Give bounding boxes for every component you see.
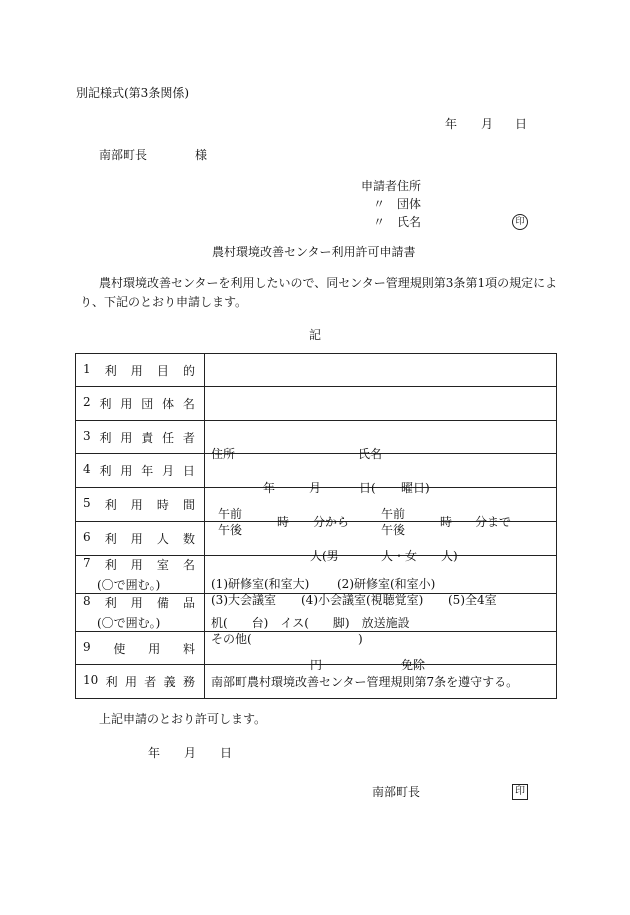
row-label-char: 団 xyxy=(141,397,154,411)
row-label-char: 利 xyxy=(104,498,117,512)
row-label-char: 用 xyxy=(130,363,143,378)
applicant-seal-icon: 印 xyxy=(512,214,528,230)
room-option-4[interactable]: (4)小会議室(視聴覚室) xyxy=(301,592,424,607)
table-row xyxy=(76,421,557,454)
usage-time-field[interactable] xyxy=(205,488,557,537)
people-male-label: 人(男 xyxy=(310,548,339,563)
group-name-field[interactable] xyxy=(205,387,557,421)
signer-label: 南部町長 xyxy=(372,785,421,799)
day-label: 日( xyxy=(359,480,376,495)
user-obligation-field xyxy=(205,665,557,699)
row-label-char: 任 xyxy=(162,430,175,445)
year-label: 年 xyxy=(263,480,276,495)
applicant-address-label: 申請者住所 xyxy=(361,179,422,193)
ki-heading: 記 xyxy=(309,328,322,342)
approval-day: 日 xyxy=(220,746,233,760)
ditto-mark: 〃 xyxy=(373,215,386,229)
row-label-char: 名 xyxy=(182,558,195,572)
row-label-char: 者 xyxy=(144,675,157,689)
row-label-char: 体 xyxy=(162,397,175,411)
equipment-other-close: ) xyxy=(358,631,363,646)
body-text-line2: り、下記のとおり申請します。 xyxy=(80,295,248,309)
date-month: 月 xyxy=(481,117,494,131)
yen-label: 円 xyxy=(310,658,323,672)
row-label xyxy=(76,488,205,522)
row-number: 10 xyxy=(83,673,99,687)
row-label-char: 者 xyxy=(182,430,195,445)
row-label-char: 年 xyxy=(141,464,154,478)
address-label: 住所 xyxy=(211,447,236,461)
row-label-char: 間 xyxy=(182,498,195,512)
row-label-note: (〇で囲む。) xyxy=(97,578,161,592)
people-female-label: 人・女 xyxy=(381,548,418,563)
row-label xyxy=(76,387,205,421)
approval-text: 上記申請のとおり許可します。 xyxy=(99,712,267,726)
usage-purpose-field[interactable] xyxy=(205,354,557,387)
pm-label: 午後 xyxy=(381,522,406,537)
row-label-char: 用 xyxy=(120,464,133,478)
row-label-char: 料 xyxy=(182,641,195,656)
row-number: 3 xyxy=(83,428,91,443)
usage-fee-field[interactable] xyxy=(205,632,557,672)
row-number: 1 xyxy=(83,361,91,376)
responsible-person-field[interactable] xyxy=(205,421,557,461)
table-row xyxy=(76,454,557,488)
row-label xyxy=(76,522,205,556)
row-label-char: 用 xyxy=(120,397,133,411)
row-label-char: 責 xyxy=(141,430,154,445)
form-label: 別記様式(第3条関係) xyxy=(76,86,189,100)
month-label: 月 xyxy=(309,480,322,495)
table-row xyxy=(76,632,557,665)
row-number: 5 xyxy=(83,496,91,510)
row-label-char: 的 xyxy=(182,363,195,378)
row-label-char: 用 xyxy=(124,675,137,689)
row-number: 6 xyxy=(83,530,91,544)
row-label-note: (〇で囲む。) xyxy=(97,616,161,630)
row-label-char: 名 xyxy=(182,397,195,411)
room-option-1[interactable]: (1)研修室(和室大) xyxy=(211,576,310,591)
date-day: 日 xyxy=(515,117,528,131)
row-label-char: 数 xyxy=(182,532,195,546)
row-label-char: 室 xyxy=(156,558,169,572)
row-label-char: 務 xyxy=(182,675,195,689)
approval-year: 年 xyxy=(148,746,161,760)
row-label-char: 利 xyxy=(99,430,112,445)
row-label xyxy=(76,454,205,488)
room-option-2[interactable]: (2)研修室(和室小) xyxy=(337,576,436,591)
row-label-char: 利 xyxy=(99,464,112,478)
row-number: 9 xyxy=(83,639,91,654)
row-label-char: 利 xyxy=(99,397,112,411)
row-label-char: 用 xyxy=(130,532,143,546)
table-row xyxy=(76,387,557,421)
ditto-mark: 〃 xyxy=(373,197,386,211)
addressee-honorific: 様 xyxy=(195,148,208,162)
date-year: 年 xyxy=(445,117,458,131)
am-label: 午前 xyxy=(218,506,243,521)
row-label xyxy=(76,665,205,699)
applicant-group-label: 団体 xyxy=(397,197,422,211)
addressee: 南部町長 xyxy=(99,148,148,162)
hour-label: 時 xyxy=(440,514,453,529)
row-label xyxy=(76,594,205,632)
row-label-char: 備 xyxy=(156,596,169,610)
row-label-char: 日 xyxy=(182,464,195,478)
row-label-char: 用 xyxy=(148,641,161,656)
row-label-char: 時 xyxy=(156,498,169,512)
room-option-3[interactable]: (3)大会議室 xyxy=(211,592,276,607)
row-label-char: 月 xyxy=(162,464,175,478)
row-label-char: 用 xyxy=(130,498,143,512)
row-label-char: 用 xyxy=(130,558,143,572)
row-label-char: 利 xyxy=(105,675,118,689)
row-label-char: 義 xyxy=(163,675,176,689)
row-label xyxy=(76,354,205,387)
row-number: 7 xyxy=(83,556,91,570)
room-option-5[interactable]: (5)全4室 xyxy=(448,592,497,607)
obligation-text: 南部町農村環境改善センター管理規則第7条を遵守する。 xyxy=(211,675,519,689)
row-label-char: 利 xyxy=(104,363,117,378)
approval-month: 月 xyxy=(184,746,197,760)
row-label-char: 使 xyxy=(113,641,126,656)
body-text-line1: 農村環境改善センターを利用したいので、同センター管理規則第3条第1項の規定によ xyxy=(99,276,558,290)
row-label-char: 利 xyxy=(104,558,117,572)
am-label: 午前 xyxy=(381,506,406,521)
exempt-label: 免除 xyxy=(401,658,426,672)
row-label-char: 人 xyxy=(156,532,169,546)
row-label-char: 目 xyxy=(156,363,169,378)
row-number: 2 xyxy=(83,395,91,409)
row-number: 4 xyxy=(83,462,91,476)
applicant-name-label: 氏名 xyxy=(397,215,422,229)
equipment-other: その他( xyxy=(211,631,252,646)
from-label: 分から xyxy=(313,514,350,529)
row-number: 8 xyxy=(83,594,91,608)
equipment-line1: 机( 台) イス( 脚) 放送施設 xyxy=(211,615,410,630)
people-close-label: 人) xyxy=(441,548,458,563)
row-label-char: 品 xyxy=(182,596,195,610)
application-table xyxy=(75,353,557,699)
pm-label: 午後 xyxy=(218,522,243,537)
until-label: 分まで xyxy=(475,514,512,529)
row-label-char: 用 xyxy=(130,596,143,610)
row-label-char: 用 xyxy=(120,430,133,445)
row-label xyxy=(76,556,205,594)
weekday-label: 曜日) xyxy=(401,480,430,495)
row-label xyxy=(76,421,205,454)
table-row xyxy=(76,354,557,387)
hour-label: 時 xyxy=(277,514,290,529)
signer-seal-icon: 印 xyxy=(512,784,528,800)
name-label: 氏名 xyxy=(358,447,383,461)
row-label xyxy=(76,632,205,665)
row-label-char: 利 xyxy=(104,532,117,546)
row-label-char: 利 xyxy=(104,596,117,610)
document-title: 農村環境改善センター利用許可申請書 xyxy=(212,245,416,259)
